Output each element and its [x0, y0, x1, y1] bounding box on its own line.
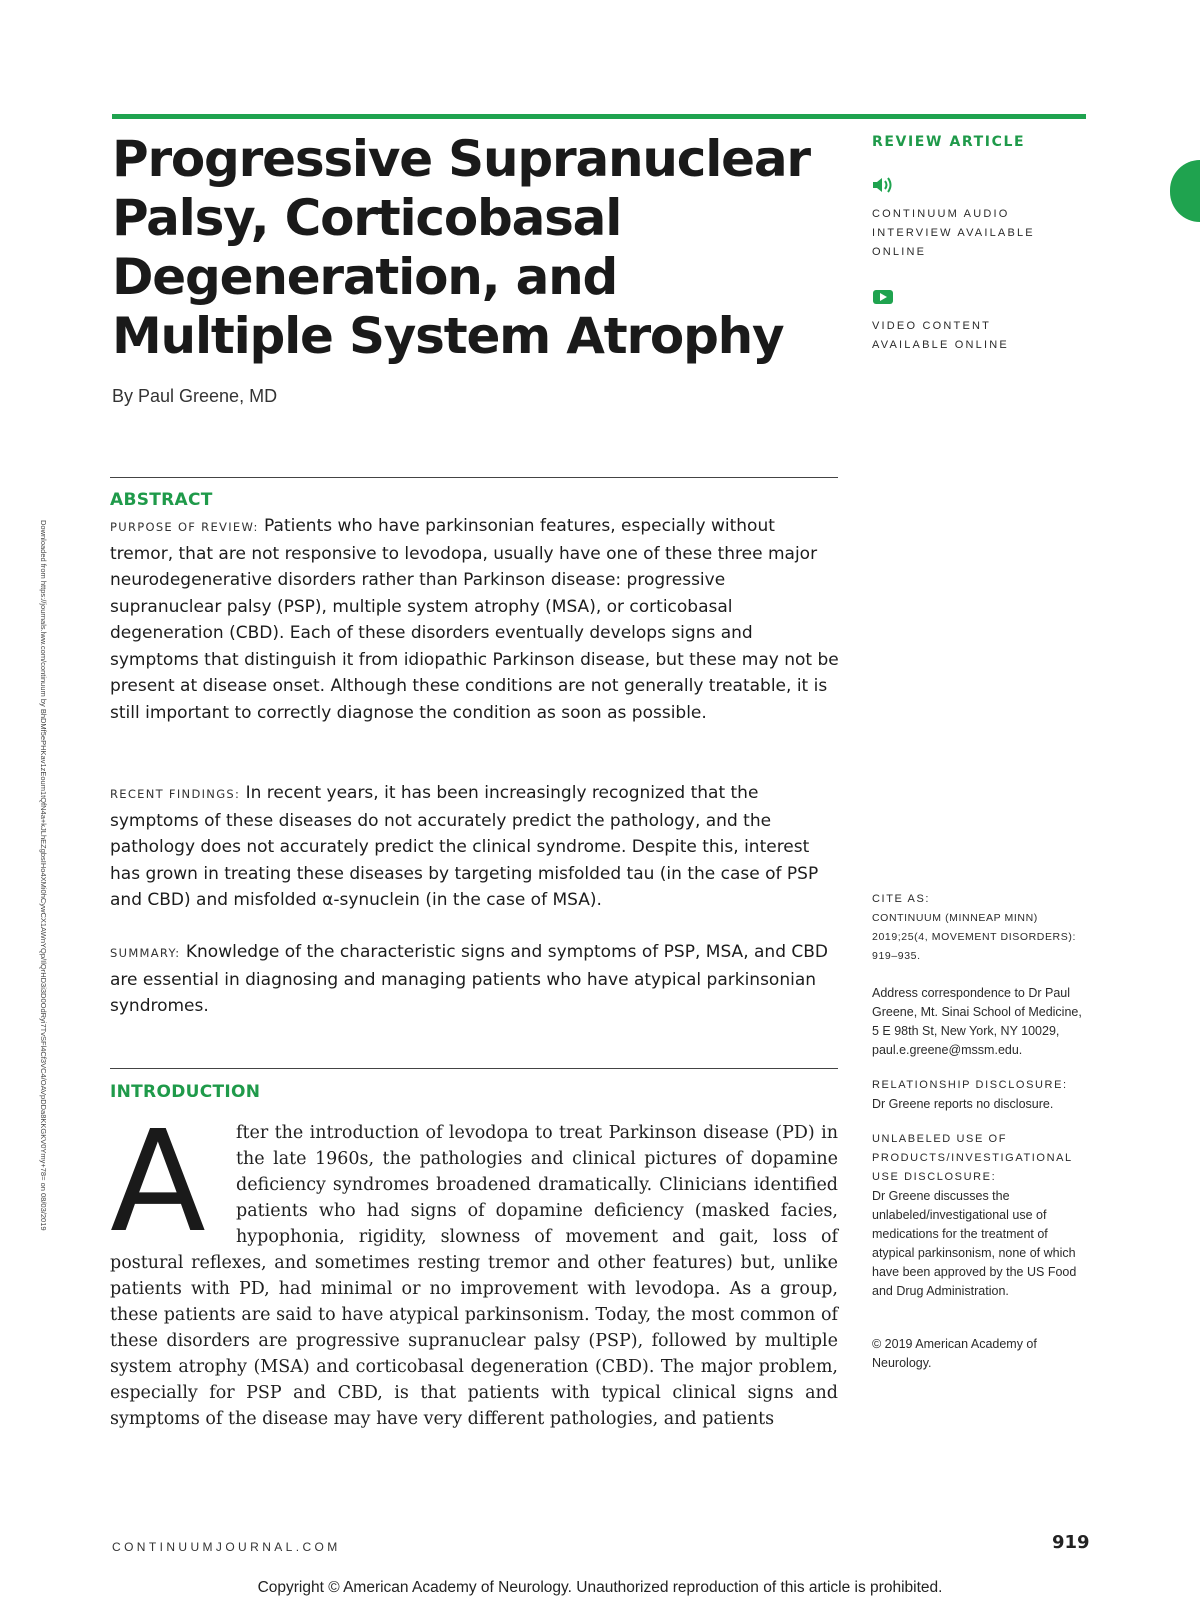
abstract-summary	[110, 939, 840, 1020]
copyright-notice: Copyright © American Academy of Neurology. Unauthorized reproduction of this article is prohibited.	[257, 1579, 943, 1596]
video-play-icon	[872, 288, 894, 306]
introduction-body	[110, 1101, 838, 1432]
introduction-heading: INTRODUCTION	[110, 1082, 261, 1102]
audio-badge[interactable]	[872, 176, 1102, 262]
purpose-label: PURPOSE OF REVIEW:	[110, 520, 259, 534]
top-accent-rule	[112, 114, 1086, 119]
introduction-text: fter the introduction of levodopa to treat Parkinson disease (PD) in the late 1960s, the pathologies and clinical pictures of dopamine deficiency syndromes broadened dramatically. Clinicians identified patients who had signs of dopamine deficiency (masked facies, hypophonia, rigidity, slowness of movement and gait, loss of postural reflexes, and sometimes resting tremor and other features) but, unlike patients with PD, had minimal or no improvement with levodopa. As a group, these patients are said to have atypical parkinsonism. Today, the most common of these disorders are progressive supranuclear palsy (PSP), followed by multiple system atrophy (MSA) and corticobasal degeneration (CBD). The major problem, especially for PSP and CBD, is that patients with typical clinical signs and symptoms of the disease may have very different pathologies, and patients	[110, 1123, 838, 1429]
purpose-text: Patients who have parkinsonian features, especially without tremor, that are not responsive to levodopa, usually have one of these three major neurodegenerative disorders rather than Parkinson disease: progressive supranuclear palsy (PSP), multiple system atrophy (MSA), or corticobasal degeneration (CBD). Each of these disorders eventually develops signs and symptoms that distinguish it from idiopathic Parkinson disease, but these may not be present at disease onset. Although these conditions are not generally treatable, it is still important to correctly diagnose the condition as soon as possible.	[110, 516, 839, 723]
speaker-icon	[872, 176, 894, 194]
findings-text: In recent years, it has been increasingly recognized that the symptoms of these diseases do not accurately predict the pathology, and the pathology does not accurately predict the clinical syndrome. Despite this, interest has grown in treating these diseases by targeting misfolded tau (in the case of PSP and CBD) and misfolded α-synuclein (in the case of MSA).	[110, 783, 819, 910]
findings-label: RECENT FINDINGS:	[110, 787, 241, 801]
article-title: Progressive Supranuclear Palsy, Corticobasal Degeneration, and Multiple System Atrophy	[112, 130, 810, 365]
abstract-divider	[110, 477, 838, 478]
section-tab-marker	[1170, 160, 1200, 222]
drop-cap: A	[110, 1101, 206, 1264]
sidebar-top	[872, 134, 1102, 355]
sidebar-citation	[872, 890, 1102, 1373]
relationship-disclosure-label: RELATIONSHIP DISCLOSURE:	[872, 1079, 1068, 1091]
audio-interview-label: CONTINUUM AUDIO INTERVIEW AVAILABLE ONLINE	[872, 208, 1035, 258]
journal-url[interactable]: CONTINUUMJOURNAL.COM	[112, 1540, 341, 1554]
video-content-label: VIDEO CONTENT AVAILABLE ONLINE	[872, 320, 1009, 351]
download-margin-note: Downloaded from https://journals.lww.com/continuum by BhDMf5ePHKav1zEoum1tQfN4a+kJLhEZgbsIHo4XMi0hCywCX1AWnYQp/IlQrHD3i3D0OdRyi7TvSFl4Cf3VC4/OAVpDDa8KKGKV0Ymy+78= on 08/03/2019	[39, 520, 48, 1231]
unlabeled-use-label: UNLABELED USE OF PRODUCTS/INVESTIGATIONAL USE DISCLOSURE:	[872, 1133, 1073, 1183]
relationship-disclosure-text: Dr Greene reports no disclosure.	[872, 1097, 1054, 1111]
byline: By Paul Greene, MD	[112, 386, 278, 406]
article-type: REVIEW ARTICLE	[872, 134, 1026, 150]
sidebar-copyright: © 2019 American Academy of Neurology.	[872, 1337, 1037, 1370]
cite-label: CITE AS:	[872, 893, 931, 905]
introduction-divider	[110, 1068, 838, 1069]
unlabeled-use-text: Dr Greene discusses the unlabeled/investigational use of medications for the treatment of atypical parkinsonism, none of which have been approved by the US Food and Drug Administration.	[872, 1189, 1077, 1298]
cite-text: CONTINUUM (MINNEAP MINN) 2019;25(4, MOVEMENT DISORDERS): 919–935.	[872, 912, 1076, 962]
abstract-findings	[110, 780, 840, 914]
page-number: 919	[1052, 1532, 1090, 1553]
summary-label: SUMMARY:	[110, 946, 181, 960]
address-correspondence: Address correspondence to Dr Paul Greene, Mt. Sinai School of Medicine, 5 E 98th St, New York, NY 10029, paul.e.greene@mssm.edu.	[872, 986, 1082, 1057]
abstract-heading: ABSTRACT	[110, 490, 213, 510]
abstract-purpose	[110, 513, 840, 726]
video-badge[interactable]	[872, 288, 1102, 355]
summary-text: Knowledge of the characteristic signs and symptoms of PSP, MSA, and CBD are essential in diagnosing and managing patients who have atypical parkinsonian syndromes.	[110, 942, 829, 1016]
